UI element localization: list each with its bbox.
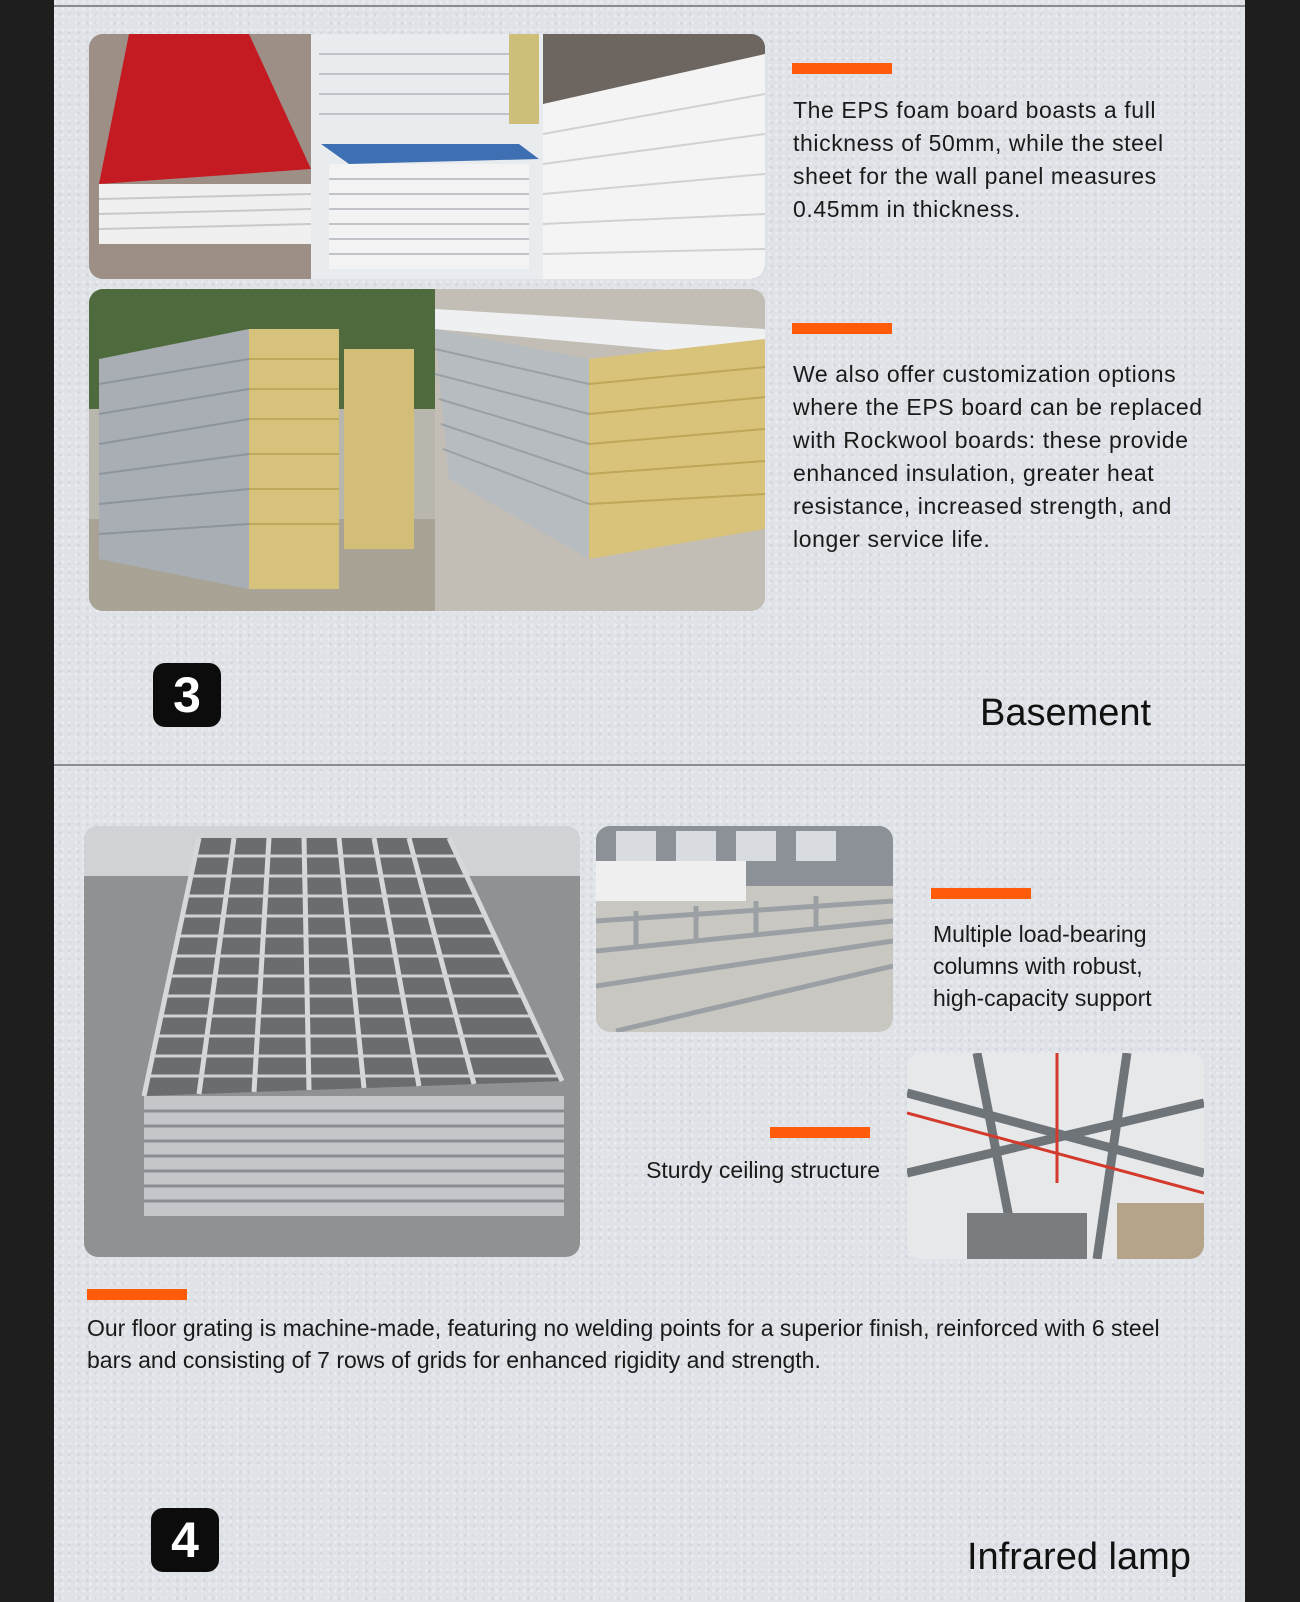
rockwool-option-text: We also offer customization options where the EPS board can be replaced with Rockwool boards: these provide enhanced insulation, greater heat resistance, increased strength, and longer service life. — [793, 361, 1203, 552]
rockwool-panels-photo — [89, 289, 765, 611]
accent-bar — [770, 1127, 870, 1138]
columns-caption: Multiple load-bearing columns with robust, high-capacity support — [933, 921, 1152, 1011]
accent-bar — [792, 63, 892, 74]
section-title: Infrared lamp — [967, 1536, 1191, 1578]
section-title: Basement — [980, 692, 1152, 734]
floor-grating-photo — [84, 826, 580, 1257]
accent-bar — [931, 888, 1031, 899]
eps-thickness-text: The EPS foam board boasts a full thickness of 50mm, while the steel sheet for the wall panel measures 0.45mm in thickness. — [793, 97, 1164, 222]
accent-bar — [792, 323, 892, 334]
floor-grating-text: Our floor grating is machine-made, featuring no welding points for a superior finish, reinforced with 6 steel bars and consisting of 7 rows of grids for enhanced rigidity and strength. — [87, 1315, 1160, 1373]
section-number-badge: 3 — [153, 663, 221, 727]
section-number-badge: 4 — [151, 1508, 219, 1572]
top-divider — [54, 5, 1245, 7]
ceiling-structure-photo — [907, 1053, 1204, 1259]
eps-panels-photo — [89, 34, 765, 279]
accent-bar — [87, 1289, 187, 1300]
load-bearing-columns-photo — [596, 826, 893, 1032]
product-detail-page — [54, 0, 1245, 1602]
section-divider — [54, 764, 1245, 766]
ceiling-caption: Sturdy ceiling structure — [646, 1157, 880, 1183]
